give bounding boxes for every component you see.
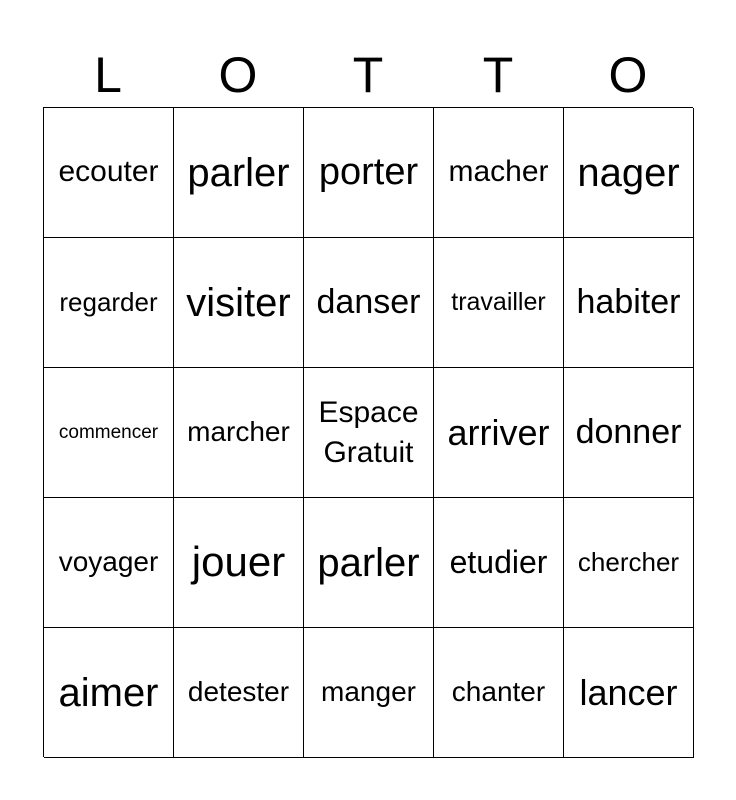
grid-cell[interactable]: aimer bbox=[44, 628, 174, 758]
grid-cell[interactable]: lancer bbox=[564, 628, 694, 758]
grid-cell[interactable]: arriver bbox=[434, 368, 564, 498]
grid-cell[interactable]: parler bbox=[304, 498, 434, 628]
grid-cell[interactable]: visiter bbox=[174, 238, 304, 368]
header-letter-t-2: T bbox=[482, 47, 514, 103]
grid-cell[interactable]: detester bbox=[174, 628, 304, 758]
lotto-grid bbox=[43, 107, 693, 757]
header-letter-o-2: O bbox=[608, 47, 648, 103]
grid-cell[interactable]: porter bbox=[304, 108, 434, 238]
grid-cell[interactable]: nager bbox=[564, 108, 694, 238]
grid-cell[interactable]: marcher bbox=[174, 368, 304, 498]
free-space-line-1: Espace bbox=[318, 395, 419, 429]
grid-cell[interactable]: jouer bbox=[174, 498, 304, 628]
header-letter-o: O bbox=[218, 47, 258, 103]
grid-cell[interactable]: chanter bbox=[434, 628, 564, 758]
header-letter-l: L bbox=[94, 47, 122, 103]
grid-cell[interactable]: danser bbox=[304, 238, 434, 368]
card-header bbox=[43, 44, 693, 106]
free-space-cell[interactable] bbox=[304, 368, 434, 498]
grid-cell[interactable]: ecouter bbox=[44, 108, 174, 238]
grid-cell[interactable]: parler bbox=[174, 108, 304, 238]
grid-cell[interactable]: regarder bbox=[44, 238, 174, 368]
grid-cell[interactable]: commencer bbox=[44, 368, 174, 498]
grid-cell[interactable]: macher bbox=[434, 108, 564, 238]
grid-cell[interactable]: habiter bbox=[564, 238, 694, 368]
grid-cell[interactable]: travailler bbox=[434, 238, 564, 368]
grid-cell[interactable]: etudier bbox=[434, 498, 564, 628]
free-space-line-2: Gratuit bbox=[323, 435, 414, 469]
grid-cell[interactable]: donner bbox=[564, 368, 694, 498]
header-letter-t: T bbox=[352, 47, 384, 103]
grid-cell[interactable]: manger bbox=[304, 628, 434, 758]
grid-cell[interactable]: voyager bbox=[44, 498, 174, 628]
grid-cell[interactable]: chercher bbox=[564, 498, 694, 628]
